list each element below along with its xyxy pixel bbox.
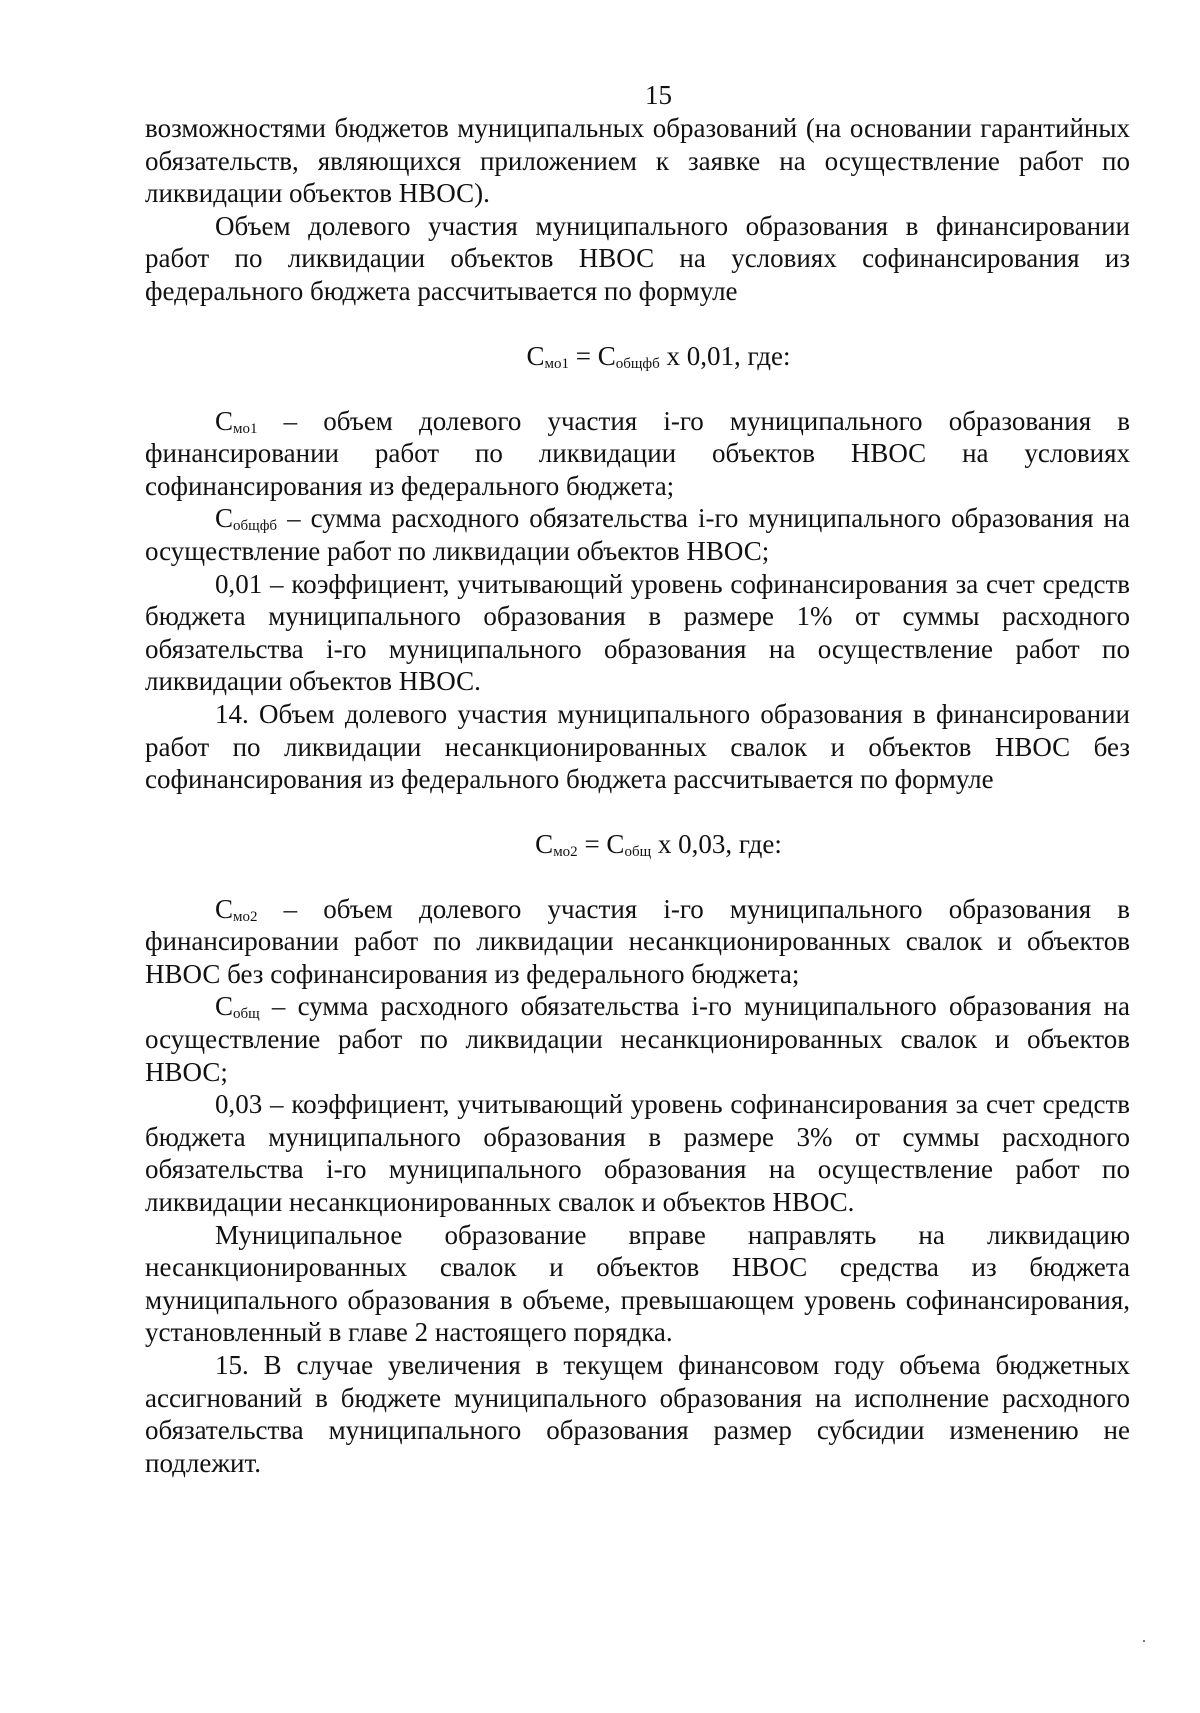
def5-text: – сумма расходного обязательства i-го муниципального образования на осуществление работ по ликвидации несанкционированных свалок и объектов НВОС; [145,991,1130,1087]
formula1-tail: x 0,01, где: [659,340,791,371]
formula1-lhs-sub: мо1 [544,355,569,372]
definition-coefficient-001: 0,01 – коэффициент, учитывающий уровень софинансирования за счет средств бюджета муниципального образования в размере 1% от суммы расходного обязательства i-го муниципального образования на осуществление работ по ликвидации объектов НВОС. [145,568,1130,697]
item-15: 15. В случае увеличения в текущем финансовом году объема бюджетных ассигнований в бюджете муниципального образования на исполнение расходного обязательства муниципального образования размер субсидии изменению не подлежит. [145,1350,1130,1478]
formula2-rhs: C [606,828,625,859]
def5-symbol-sub: общ [233,1006,260,1023]
def4-symbol: C [215,893,234,924]
def4-symbol-sub: мо2 [233,908,258,925]
formula-cmo1 [187,340,1130,372]
def5-symbol: C [215,991,234,1022]
def1-symbol-sub: мо1 [233,420,258,437]
def1-symbol: C [215,405,234,436]
definition-cobshfb [145,502,1130,567]
formula1-rhs: C [597,340,616,371]
def2-symbol-sub: общфб [233,518,278,535]
definition-cmo1 [145,405,1130,503]
def2-text: – сумма расходного обязательства i-го муниципального образования на осуществление работ по ликвидации объектов НВОС; [145,503,1130,566]
formula2-lhs: C [535,828,554,859]
paragraph-cofinancing-share: Объем долевого участия муниципального образования в финансировании работ по ликвидации объектов НВОС на условиях софинансирования из федерального бюджета рассчитывается по формуле [145,210,1130,306]
def2-symbol: C [215,503,234,534]
formula1-rhs-sub: общфб [615,355,660,372]
formula-cmo2 [187,828,1130,860]
formula2-tail: x 0,03, где: [651,828,782,859]
paragraph-municipal-right: Муниципальное образование вправе направлять на ликвидацию несанкционированных свалок и объектов НВОС средства из бюджета муниципального образования в объеме, превышающем уровень софинансирования, установленный в главе 2 настоящего порядка. [145,1219,1130,1348]
formula2-eq: = [577,828,607,859]
formula2-rhs-sub: общ [624,843,652,860]
definition-coefficient-003: 0,03 – коэффициент, учитывающий уровень софинансирования за счет средств бюджета муниципального образования в размере 3% от суммы расходного обязательства i-го муниципального образования на осуществление работ по ликвидации несанкционированных свалок и объектов НВОС. [145,1089,1130,1218]
page-number: 15 [645,80,672,110]
def1-text: – объем долевого участия i-го муниципального образования в финансировании работ по ликвидации объектов НВОС на условиях софинансирования из федерального бюджета; [145,405,1130,501]
scan-speck [1143,1640,1145,1642]
item-14: 14. Объем долевого участия муниципального образования в финансировании работ по ликвидации несанкционированных свалок и объектов НВОС без софинансирования из федерального бюджета рассчитывается по формуле [145,698,1130,795]
definition-cmo2 [145,893,1130,991]
paragraph-budget-possibilities: возможностями бюджетов муниципальных образований (на основании гарантийных обязательств, являющихся приложением к заявке на осуществление работ по ликвидации объектов НВОС). [145,113,1130,209]
document-page [145,78,1130,1479]
def4-text: – объем долевого участия i-го муниципального образования в финансировании работ по ликвидации несанкционированных свалок и объектов НВОС без софинансирования из федерального бюджета; [145,893,1130,989]
definition-cobsh [145,990,1130,1088]
formula1-eq: = [569,340,598,371]
formula1-lhs: C [526,340,545,371]
formula2-lhs-sub: мо2 [553,843,578,860]
